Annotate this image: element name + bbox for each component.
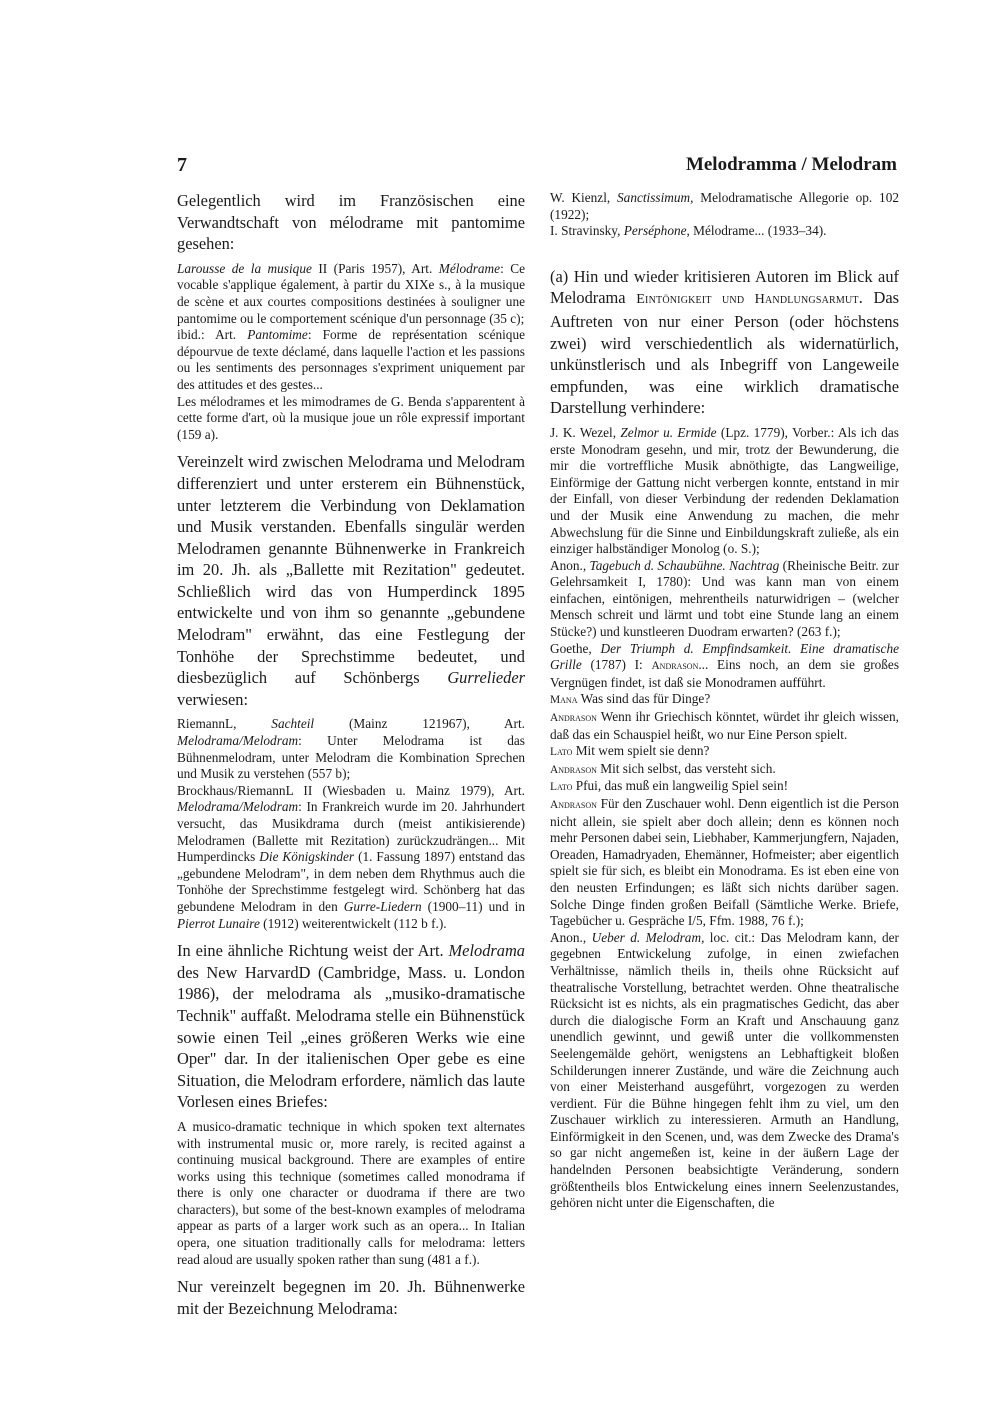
quote-text: (1. Fassung 1897) entstand das „gebundene Melodram", in dem neben dem Rhythmus auch die Tonhöhe der Sprechstimme festgelegt wird. Schönberg hat das gebundene Melodram in den	[177, 849, 525, 914]
work-title: Pierrot Lunaire	[177, 915, 260, 931]
dialogue-line	[550, 709, 899, 743]
quote-text: Anon.,	[550, 929, 592, 945]
list-text: I. Stravinsky,	[550, 223, 624, 239]
quote-text: RiemannL,	[177, 716, 272, 732]
running-head: Melodramma / Melodram	[685, 154, 897, 175]
page-number: 7	[177, 154, 187, 176]
list-kienzl	[550, 190, 899, 223]
quote-text: : Unter Melodrama ist das Bühnenmelodram, unter Melodram die Kombination Sprechen und Musik zu verstehen (557 b);	[177, 733, 525, 782]
speaker-name: Lato	[550, 781, 573, 794]
paragraph-text: In eine ähnliche Richtung weist der Art.	[177, 941, 449, 961]
paragraph-intro: Gelegentlich wird im Französischen eine Verwandtschaft von mélodrame mit pantomime gesehen:	[177, 191, 525, 254]
left-column	[177, 190, 525, 1325]
quote-text: II (Paris 1957), Art.	[311, 260, 439, 276]
quote-text: : Ce vocable s'applique également, à partir du XIXe s., à la musique de scène et aux courtes compositions destinées à souligner une pantomime ou le comportement scénique d'un personnage (35 c);	[177, 260, 525, 326]
dialogue-line	[550, 761, 899, 779]
article-title: Melodrama	[448, 941, 525, 961]
quote-ibid	[177, 327, 525, 393]
quote-title: Larousse de la musique	[177, 260, 312, 276]
quote-title: Ueber d. Melodram	[591, 929, 702, 945]
quote-text: Anon.,	[550, 557, 590, 573]
quote-brockhaus	[177, 783, 525, 932]
page-header	[177, 154, 897, 178]
quote-title: Sachteil	[271, 716, 315, 732]
right-column	[550, 190, 899, 1212]
quote-text: (1787) I:	[581, 657, 652, 673]
quote-text: Brockhaus/RiemannL II (Wiesbaden u. Mainz 1979), Art.	[177, 782, 525, 798]
paragraph-text: Vereinzelt wird zwischen Melodrama und Melodram differenziert und unter ersterem ein Bühnenstück, unter letzterem die Verbindung von Deklamation und Musik verstanden. Ebenfalls singulär werden Melodramen genannte Bühnenwerke in Frankreich im 20. Jh. als „Ballette mit Rezitation" gedeutet. Schließlich wird das von Humperdinck 1895 entwickelte und von ihm so genannte „gebundene Melodram" erwähnt, das eine Festlegung der Tonhöhe der Sprechstimme bedeutet, und diesbezüglich auf Schönbergs	[177, 452, 525, 688]
speaker-name: Andrason	[550, 712, 597, 725]
quote-text: (Rheinische Beitr. zur Gelehrsamkeit I, 1780): Und was kann man von einem einfachen, eintönigen, mehrentheils naturwidrigen – (welcher Mensch schreit und lärmt und tobt eine Stunde lang an einem Stücke?) und kunstleeren Duodram erwarten? (263 f.);	[550, 557, 899, 640]
quote-wezel	[550, 425, 899, 558]
quote-text: J. K. Wezel,	[550, 424, 621, 440]
work-title: Die Königskinder	[259, 849, 355, 865]
speaker-name: Andrason	[550, 799, 597, 811]
quote-text: Goethe,	[550, 640, 601, 656]
quote-text: (Mainz 121967), Art.	[314, 716, 526, 732]
quote-larousse	[177, 261, 525, 327]
paragraph-20th-century: Nur vereinzelt begegnen im 20. Jh. Bühnenwerke mit der Bezeichnung Melodrama:	[177, 1277, 525, 1318]
speaker-name: Andrason	[651, 660, 699, 673]
dialogue-line	[550, 743, 899, 761]
paragraph-critique	[550, 266, 899, 419]
speaker-name: Lato	[550, 746, 573, 759]
quote-riemann	[177, 716, 525, 782]
quote-article: Mélodrame	[438, 260, 501, 276]
quote-text: ibid.: Art.	[177, 327, 248, 343]
speaker-name: Mana	[550, 694, 578, 707]
quote-text: (1912) weiterentwickelt (112 b f.).	[259, 915, 447, 931]
quote-benda: Les mélodrames et les mimodrames de G. Benda s'apparentent à cette forme d'art, où la musique joue un rôle expressif important (159 a).	[177, 393, 525, 442]
dialogue-text: Pfui, das muß ein langweilig Spiel sein!	[572, 778, 789, 794]
list-stravinsky	[550, 223, 899, 240]
paragraph-text: verwiesen:	[177, 689, 248, 709]
quote-text: : In Frankreich wurde im 20. Jahrhundert versucht, das Musikdrama durch (meist antikisierende) Melodramen (Ballette mit Rezitation) zurückzudrängen... Mit Humperdincks	[177, 799, 525, 865]
paragraph-text: . Das Auftreten von nur einer Person (oder höchstens zwei) wird verschiedentlich als widernatürlich, unkünstlerisch und als Inbegriff von Langeweile empfunden, was eine wirklich dramatische Darstellung verhindere:	[550, 288, 899, 418]
paragraph-text: (a) Hin und wieder kritisieren Autoren im Blick auf Melodrama	[550, 266, 899, 308]
dialogue-text: Mit sich selbst, das versteht sich.	[596, 760, 776, 776]
dialogue-line	[550, 796, 899, 930]
quote-text: (1900–11) und in	[421, 898, 525, 914]
quote-harvard: A musico-dramatic technique in which spoken text alternates with instrumental music or, more rarely, is recited against a continuing musical background. There are examples of entire works using this technique (sometimes called monodrama if there is only one character or duodrama if there are two characters), but some of the best-known examples of melodrama appear as parts of a larger work such as an opera... In Italian opera, one situation traditionally calls for melodrama: letters read aloud are usually spoken rather than sung (481 a f.).	[177, 1118, 525, 1267]
work-title: Gurrelieder	[447, 668, 525, 688]
quote-title: Der Triumph d. Empfindsamkeit. Eine dramatische Grille	[550, 640, 899, 673]
work-title: Gurre-Liedern	[343, 898, 422, 914]
paragraph-text: des New HarvardD (Cambridge, Mass. u. London 1986), der melodrama als „musiko-dramatische Technik" auffaßt. Melodrama stelle ein Bühnenstück sowie einen Teil „eines größeren Werks wie eine Oper" dar. In der italienischen Oper gebe es eine Situation, die Melodram erfordere, nämlich das laute Vorlesen eines Briefes:	[177, 962, 525, 1112]
quote-text: (Lpz. 1779), Vorber.: Als ich das erste Monodram gesehn, und mir, trotz der Bewunderung, die mir die vortreffliche Musik abnöthigte, das Langweilige, Einförmige der Gattung nicht verbergen konnte, entstand in mir der Einfall, von dieser Verbindung der redenden Deklamation und der Musik eine Anwendung zu machen, die mehr Abwechslung für die Sinne und Einbildungskraft zuließe, als ein einziger halbständiger Monolog (o. S.);	[550, 424, 899, 557]
dialogue-text: Mit wem spielt sie denn?	[572, 743, 710, 759]
dialogue-line	[550, 691, 899, 709]
quote-text: ... Eins noch, an dem sie großes Vergnügen findet, ist daß sie Monodramen aufführt.	[550, 657, 899, 690]
speaker-name: Andrason	[550, 763, 597, 776]
dialogue-text: Wenn ihr Griechisch könntet, würdet ihr gleich wissen, daß das ein Schauspiel heißt, wo nur Eine Person spielt.	[550, 709, 899, 742]
quote-text: : Forme de représentation scénique dépourvue de texte déclamé, dans laquelle l'action et les passions ou les sentiments des personnages s'expriment uniquement par des attitudes et des gestes...	[177, 327, 526, 392]
quote-ueber-melodram	[550, 930, 899, 1212]
quote-article: Pantomime	[247, 327, 308, 343]
dialogue-line	[550, 778, 899, 796]
quote-title: Tagebuch d. Schaubühne. Nachtrag	[589, 557, 780, 573]
list-text: , Melodramatische Allegorie op. 102 (1922);	[550, 190, 899, 222]
quote-tagebuch	[550, 558, 899, 641]
list-text: W. Kienzl,	[550, 190, 618, 205]
quote-text: , loc. cit.: Das Melodram kann, der gegebnen Entwickelung zufolge, in einen zwiefachen Verhältnisse, nämlich theils in, theils ohne Rücksicht auf theatralische Vorstellung, betrachtet werden. Ohne theatralische Rücksicht ist es nichts, als ein pragmatisches Gedicht, das aber durch die dialogische Form an Kraft und Anschauung ganz unendlich gewinnt, und gewiß unter die vollkommensten Seelengemälde gehört, wenigstens an Lebhaftigkeit bloßen Schilderungen innerer Zustände, und wäre die Zeichnung auch von einer Meisterhand ausgeführt, vorgezogen zu werden verdient. Für die Bühne hingegen fehlt ihm zu viel, um den Zuschauer wirklich zu interessieren. Armuth an Handlung, Einförmigkeit in den Scenen, und, was dem Zwecke des Drama's so gar nicht angemeßen ist, keine in der äußern Lage der handelnden Personen beabsichtigte Veränderung, sondern größtentheils blos Entwickelung eines innern Seelenzustandes, gehören nicht unter die Eigenschaften, die	[550, 929, 899, 1211]
dialogue-text: Was sind das für Dinge?	[577, 691, 711, 707]
quote-title: Zelmor u. Ermide	[620, 424, 717, 440]
paragraph-melodram-distinction	[177, 451, 525, 710]
quote-article: Melodrama/Melodram	[177, 733, 299, 749]
keyword: Eintönigkeit und Handlungsarmut	[636, 291, 859, 308]
work-title: Sanctissimum	[617, 190, 691, 205]
quote-article: Melodrama/Melodram	[177, 799, 299, 815]
dialogue-text: Für den Zuschauer wohl. Denn eigentlich ist die Person nicht allein, sie spielt aber doch allein; denn es können noch mehr Personen dabei sein, Liebhaber, Kammerjungfern, Najaden, Oreaden, Hamadryaden, Ehemänner, Hofmeister; aber eigentlich spielt sie für sich, es bleibt ein Monodrama. Es ist eben eine von den neusten Erfindungen; es läßt sich nichts darüber sagen. Solche Dinge finden großen Beifall (Sämtliche Werke. Briefe, Tagebücher u. Gespräche I/5, Ffm. 1988, 76 f.);	[550, 796, 899, 929]
work-title: Perséphone	[623, 223, 687, 239]
list-text: , Mélodrame... (1933–34).	[686, 223, 827, 239]
quote-goethe	[550, 641, 899, 692]
paragraph-harvard	[177, 940, 525, 1113]
